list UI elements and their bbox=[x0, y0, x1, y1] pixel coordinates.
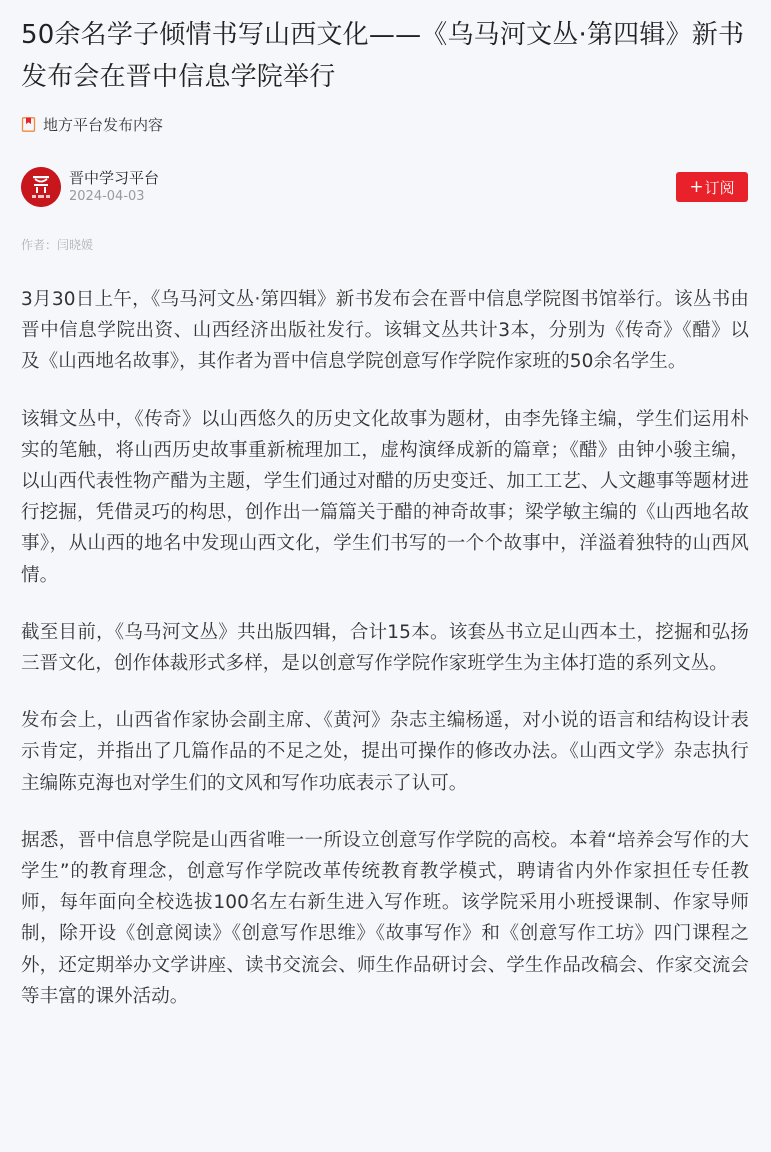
author-meta bbox=[69, 168, 159, 206]
byline: 作者：闫晓媛 bbox=[21, 238, 94, 252]
article-paragraph: 3月30日上午，《乌马河文丛·第四辑》新书发布会在晋中信息学院图书馆举行。该丛书由晋中信息学院出资、山西经济出版社发行。该辑文丛共计3本，分别为《传奇》《醋》以及《山西地名故事》，其作者为晋中信息学院创意写作学院作家班的50余名学生。 bbox=[21, 289, 749, 373]
author-name[interactable]: 晋中学习平台 bbox=[69, 169, 160, 187]
publish-date: 2024-04-03 bbox=[69, 189, 145, 204]
plus-icon: + bbox=[689, 177, 704, 197]
source-tag bbox=[21, 114, 749, 134]
bookmark-icon bbox=[21, 117, 36, 132]
subscribe-label: 订阅 bbox=[704, 178, 735, 197]
article-paragraph: 据悉，晋中信息学院是山西省唯一一所设立创意写作学院的高校。本着“培养会写作的大学生”的教育理念，创意写作学院改革传统教育教学模式，聘请省内外作家担任专任教师，每年面向全校选拔100名左右新生进入写作班。该学院采用小班授课制、作家导师制，除开设《创意阅读》《创意写作思维》《故事写作》和《创意写作工坊》四门课程之外，还定期举办文学讲座、读书交流会、师生作品研讨会、学生作品改稿会、作家交流会等丰富的课外活动。 bbox=[21, 829, 749, 1007]
article-paragraph: 该辑文丛中，《传奇》以山西悠久的历史文化故事为题材，由李先锋主编，学生们运用朴实的笔触，将山西历史故事重新梳理加工，虚构演绎成新的篇章；《醋》由钟小骏主编，以山西代表性物产醋为主题，学生们通过对醋的历史变迁、加工工艺、人文趣事等题材进行挖掘，凭借灵巧的构思，创作出一篇篇关于醋的神奇故事；梁学敏主编的《山西地名故事》，从山西的地名中发现山西文化，学生们书写的一个个故事中，洋溢着独特的山西风情。 bbox=[21, 408, 749, 586]
source-tag-label: 地方平台发布内容 bbox=[43, 115, 164, 134]
author-row bbox=[21, 164, 749, 210]
article-paragraph: 截至目前，《乌马河文丛》共出版四辑，合计15本。该套丛书立足山西本土，挖掘和弘扬三晋文化，创作体裁形式多样，是以创意写作学院作家班学生为主体打造的系列文丛。 bbox=[21, 621, 749, 675]
avatar[interactable] bbox=[21, 167, 61, 207]
article-paragraph: 发布会上，山西省作家协会副主席、《黄河》杂志主编杨遥，对小说的语言和结构设计表示肯定，并指出了几篇作品的不足之处，提出可操作的修改办法。《山西文学》杂志执行主编陈克海也对学生们的文风和写作功底表示了认可。 bbox=[21, 710, 749, 794]
article-body bbox=[21, 284, 749, 1012]
subscribe-button[interactable] bbox=[676, 172, 748, 202]
jinzhong-logo-icon bbox=[21, 167, 61, 207]
article-title: 50余名学子倾情书写山西文化——《乌马河文丛·第四辑》新书发布会在晋中信息学院举行 bbox=[21, 20, 745, 92]
